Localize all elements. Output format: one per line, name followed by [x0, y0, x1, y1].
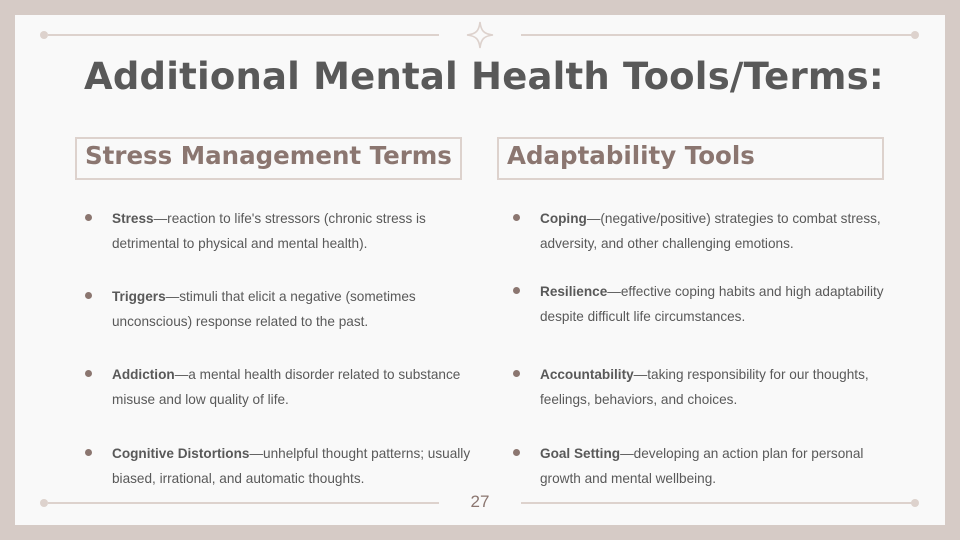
item-definition: —developing an action plan for personal growth and mental wellbeing. — [540, 446, 864, 486]
item-text — [540, 279, 900, 329]
sparkle-star-icon — [466, 21, 494, 49]
list-item-triggers — [112, 284, 472, 334]
top-right-dot — [911, 31, 919, 39]
bottom-right-dot — [911, 499, 919, 507]
stress-management-heading: Stress Management Terms — [85, 141, 452, 170]
item-term: Addiction — [112, 367, 175, 382]
item-text — [112, 284, 472, 334]
item-definition: —a mental health disorder related to substance misuse and low quality of life. — [112, 367, 461, 407]
item-definition: —unhelpful thought patterns; usually biased, irrational, and automatic thoughts. — [112, 446, 471, 486]
bottom-right-rule — [521, 502, 912, 504]
list-item-coping — [540, 206, 900, 256]
item-definition: —taking responsibility for our thoughts, feelings, behaviors, and choices. — [540, 367, 869, 407]
bullet-icon — [513, 370, 520, 377]
item-definition: —reaction to life's stressors (chronic stress is detrimental to physical and mental health). — [112, 211, 426, 251]
list-item-cognitive-distortions — [112, 441, 472, 491]
item-definition: —effective coping habits and high adaptability despite difficult life circumstances. — [540, 284, 884, 324]
page-title: Additional Mental Health Tools/Terms: — [84, 55, 884, 98]
bottom-left-dot — [40, 499, 48, 507]
item-text — [112, 206, 472, 256]
adaptability-tools-heading-box — [497, 137, 884, 180]
bullet-icon — [85, 449, 92, 456]
bullet-icon — [513, 287, 520, 294]
page-number: 27 — [470, 492, 490, 511]
bullet-icon — [513, 214, 520, 221]
item-term: Goal Setting — [540, 446, 621, 461]
bullet-icon — [85, 214, 92, 221]
list-item-goal-setting — [540, 441, 900, 491]
item-term: Accountability — [540, 367, 634, 382]
item-term: Resilience — [540, 284, 608, 299]
bullet-icon — [513, 449, 520, 456]
item-text — [112, 362, 472, 412]
item-definition: —stimuli that elicit a negative (sometimes unconscious) response related to the past. — [112, 289, 416, 329]
list-item-addiction — [112, 362, 472, 412]
slide — [15, 15, 945, 525]
stress-management-heading-box — [75, 137, 462, 180]
item-term: Triggers — [112, 289, 166, 304]
item-text — [540, 441, 900, 491]
list-item-stress — [112, 206, 472, 256]
bottom-left-rule — [48, 502, 439, 504]
list-item-resilience — [540, 279, 900, 329]
top-right-rule — [521, 34, 912, 36]
item-term: Stress — [112, 211, 154, 226]
bullet-icon — [85, 292, 92, 299]
item-definition: —(negative/positive) strategies to combat stress, adversity, and other challenging emotions. — [540, 211, 881, 251]
item-text — [112, 441, 472, 491]
adaptability-tools-heading: Adaptability Tools — [507, 141, 755, 170]
top-left-dot — [40, 31, 48, 39]
top-left-rule — [48, 34, 439, 36]
item-text — [540, 206, 900, 256]
list-item-accountability — [540, 362, 900, 412]
bullet-icon — [85, 370, 92, 377]
item-term: Coping — [540, 211, 587, 226]
item-text — [540, 362, 900, 412]
item-term: Cognitive Distortions — [112, 446, 250, 461]
